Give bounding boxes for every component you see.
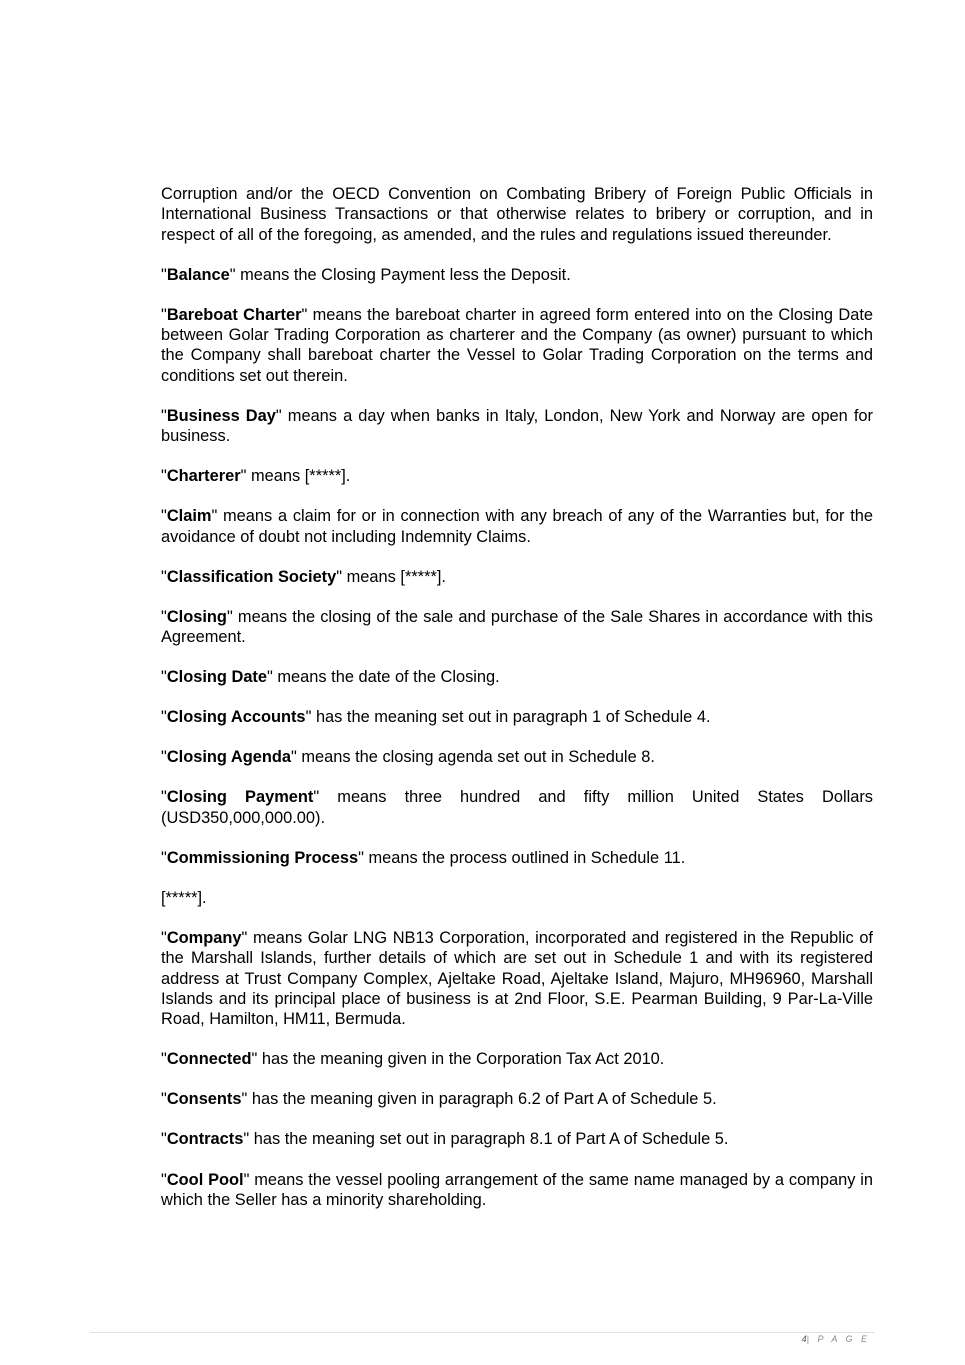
definition-term: Bareboat Charter [166, 305, 302, 324]
definition-text: means the bareboat charter in agreed form entered into on the Closing Date between Golar Trading Corporation as charterer and the Company (as owner) pursuant to which the Company shall bareboat charter the Vessel to Golar Trading Corporation on the terms and conditions set out therein. [161, 305, 873, 385]
definition-term: Closing Accounts [166, 708, 306, 727]
definition-term: Claim [166, 507, 212, 526]
redacted-paragraph: [*****]. [161, 888, 207, 907]
definition-paragraph: "Company" means Golar LNG NB13 Corporation, incorporated and registered in the Republic of the Marshall Islands, further details of which are set out in Schedule 1 and with its registered address at Trust Company Complex, Ajeltake Road, Ajeltake Island, Majuro, MH96960, Marshall Islands and its principal place of business is at 2nd Floor, S.E. Pearman Building, 9 Par-La-Ville Road, Hamilton, HM11, Bermuda. [161, 928, 873, 1029]
definition-text: has the meaning given in paragraph 6.2 of Part A of Schedule 5. [247, 1090, 717, 1109]
definition-term: Consents [166, 1090, 242, 1109]
definition-text: has the meaning set out in paragraph 8.1 of Part A of Schedule 5. [249, 1130, 729, 1149]
definition-paragraph: "Closing Date" means the date of the Closing. [161, 668, 500, 687]
definition-term: Commissioning Process [166, 848, 359, 867]
definition-term: Closing Date [166, 668, 268, 687]
definition-term: Classification Society [166, 567, 337, 586]
definition-text: means three hundred and fifty million United States Dollars (USD350,000,000.00). [161, 788, 873, 827]
definition-term: Connected [166, 1050, 252, 1069]
definition-text: means [*****]. [246, 467, 351, 486]
definition-paragraph: "Closing" means the closing of the sale and purchase of the Sale Shares in accordance with this Agreement. [161, 607, 873, 647]
definition-text: means the process outlined in Schedule 11. [363, 848, 686, 867]
definition-text: means [*****]. [342, 567, 446, 586]
intro-paragraph: Corruption and/or the OECD Convention on Combating Bribery of Foreign Public Officials in International Business Transactions or that otherwise relates to bribery or corruption, and in respect of all of the foregoing, as amended, and the rules and regulations issued thereunder. [161, 185, 873, 244]
definition-paragraph: "Charterer" means [*****]. [161, 467, 351, 486]
definition-term: Closing Payment [166, 788, 314, 807]
footer-divider [90, 1332, 875, 1333]
definition-term: Balance [166, 265, 230, 284]
definition-paragraph: "Closing Agenda" means the closing agenda set out in Schedule 8. [161, 748, 655, 767]
document-body [161, 184, 873, 1230]
definition-text: means Golar LNG NB13 Corporation, incorporated and registered in the Republic of the Marshall Islands, further details of which are set out in Schedule 1 and with its registered address at Trust Company Complex, Ajeltake Road, Ajeltake Island, Majuro, MH96960, Marshall Islands and its principal place of business is at 2nd Floor, S.E. Pearman Building, 9 Par-La-Ville Road, Hamilton, HM11, Bermuda. [161, 928, 873, 1029]
definition-paragraph: "Contracts" has the meaning set out in paragraph 8.1 of Part A of Schedule 5. [161, 1130, 729, 1149]
definition-text: means the date of the Closing. [272, 668, 500, 687]
definition-paragraph: "Claim" means a claim for or in connection with any breach of any of the Warranties but, for the avoidance of doubt not including Indemnity Claims. [161, 507, 873, 546]
definition-text: has the meaning set out in paragraph 1 of Schedule 4. [311, 708, 711, 727]
page-footer [780, 1334, 870, 1344]
definition-text: means the closing agenda set out in Schedule 8. [296, 748, 655, 767]
definition-paragraph: "Commissioning Process" means the process outlined in Schedule 11. [161, 848, 686, 867]
definition-paragraph: "Connected" has the meaning given in the Corporation Tax Act 2010. [161, 1050, 665, 1069]
definition-term: Business Day [166, 406, 276, 425]
page-label: | P A G E [806, 1334, 870, 1344]
definition-text: means a day when banks in Italy, London, New York and Norway are open for business. [161, 406, 874, 446]
definition-term: Contracts [166, 1130, 244, 1149]
definition-term: Closing Agenda [166, 748, 291, 767]
definition-text: means the Closing Payment less the Deposit. [235, 265, 571, 284]
definition-paragraph: "Business Day" means a day when banks in Italy, London, New York and Norway are open for business. [161, 406, 874, 446]
page-number: 4 [801, 1334, 807, 1344]
definition-term: Cool Pool [166, 1170, 244, 1189]
definition-paragraph: "Cool Pool" means the vessel pooling arrangement of the same name managed by a company in which the Seller has a minority shareholding. [161, 1170, 873, 1209]
definition-paragraph: "Balance" means the Closing Payment less the Deposit. [161, 265, 571, 284]
definition-text: means the closing of the sale and purchase of the Sale Shares in accordance with this Agreement. [161, 607, 873, 647]
definition-term: Closing [166, 607, 227, 626]
definition-paragraph: "Classification Society" means [*****]. [161, 567, 446, 586]
definition-paragraph: "Consents" has the meaning given in paragraph 6.2 of Part A of Schedule 5. [161, 1090, 717, 1109]
definition-text: means a claim for or in connection with any breach of any of the Warranties but, for the avoidance of doubt not including Indemnity Claims. [161, 507, 873, 546]
definition-text: means the vessel pooling arrangement of the same name managed by a company in which the Seller has a minority shareholding. [161, 1170, 873, 1209]
definition-paragraph: "Closing Accounts" has the meaning set out in paragraph 1 of Schedule 4. [161, 708, 711, 727]
definition-term: Charterer [166, 467, 241, 486]
definition-term: Company [166, 928, 242, 947]
definition-text: has the meaning given in the Corporation Tax Act 2010. [257, 1050, 665, 1069]
definition-paragraph: "Bareboat Charter" means the bareboat charter in agreed form entered into on the Closing Date between Golar Trading Corporation as charterer and the Company (as owner) pursuant to which the Company shall bareboat charter the Vessel to Golar Trading Corporation on the terms and conditions set out therein. [161, 305, 873, 385]
definition-paragraph: "Closing Payment" means three hundred and fifty million United States Dollars (USD350,000,000.00). [161, 788, 873, 827]
